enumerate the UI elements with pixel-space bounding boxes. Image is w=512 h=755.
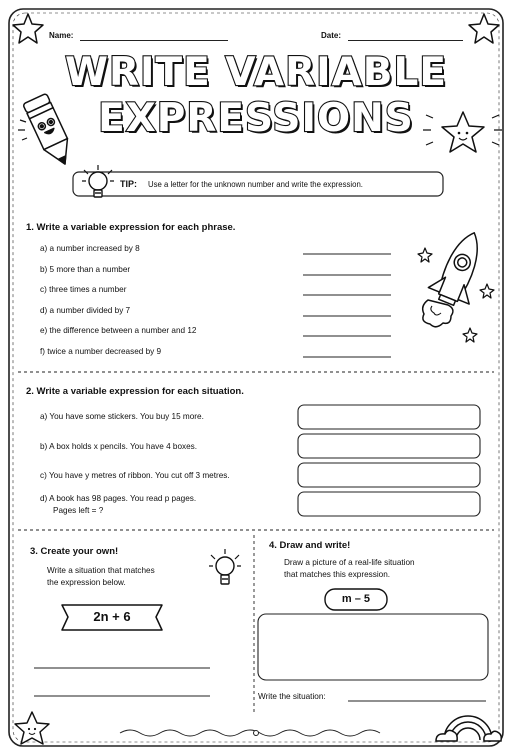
section3-expression: 2n + 6: [93, 609, 131, 624]
rocket-icon: [423, 225, 495, 327]
squiggle-dot: [254, 731, 259, 736]
section4-instructions: Draw a picture of a real-life situation: [284, 558, 415, 567]
section3-title: 3. Create your own!: [30, 546, 119, 557]
write-situation-label: Write the situation:: [258, 692, 326, 701]
list-item: c) three times a number: [40, 285, 127, 294]
star-icon: [480, 284, 494, 298]
section1-title: 1. Write a variable expression for each phrase.: [26, 222, 236, 233]
lightbulb-icon: [209, 549, 241, 584]
title-line-1: WRITE VARIABLE: [64, 50, 448, 95]
section4-expression: m – 5: [341, 593, 371, 605]
star-icon: [418, 248, 432, 262]
answer-boxes-section2: [298, 405, 480, 516]
list-item: b) 5 more than a number: [40, 265, 131, 274]
star-icon: [13, 14, 43, 43]
list-item: d) A book has 98 pages. You read p pages.: [40, 494, 197, 503]
section4-title: 4. Draw and write!: [269, 540, 351, 551]
list-item: a) a number increased by 8: [40, 244, 140, 253]
section4-instructions: that matches this expression.: [284, 570, 391, 579]
list-item: e) the difference between a number and 12: [40, 326, 197, 335]
smiling-star-icon: [15, 712, 49, 744]
bottom-squiggle: [120, 730, 380, 736]
star-icon: [463, 328, 477, 342]
date-label: Date:: [321, 31, 342, 40]
list-item: a) You have some stickers. You buy 15 more.: [40, 412, 204, 421]
writing-lines-section3: [34, 668, 210, 696]
section3-instructions: the expression below.: [47, 578, 126, 587]
list-item: d) a number divided by 7: [40, 306, 131, 315]
name-label: Name:: [49, 31, 74, 40]
list-item: c) You have y metres of ribbon. You cut off 3 metres.: [40, 471, 230, 480]
section2-title: 2. Write a variable expression for each situation.: [26, 386, 244, 397]
rainbow-icon: [436, 716, 501, 741]
name-field[interactable]: [80, 40, 228, 41]
list-item: f) twice a number decreased by 9: [40, 347, 162, 356]
list-item-continuation: Pages left = ?: [53, 506, 104, 515]
list-item: b) A box holds x pencils. You have 4 boxes.: [40, 442, 198, 451]
section3-instructions: Write a situation that matches: [47, 566, 155, 575]
tip-text: Use a letter for the unknown number and write the expression.: [148, 180, 363, 189]
star-icon: [469, 14, 499, 43]
tip-label: TIP:: [120, 179, 137, 189]
date-field[interactable]: [348, 40, 463, 41]
title-line-2: EXPRESSIONS: [98, 96, 414, 141]
answer-lines-section1: [303, 254, 391, 357]
drawing-box: [258, 614, 488, 680]
page-title: [0, 50, 512, 142]
